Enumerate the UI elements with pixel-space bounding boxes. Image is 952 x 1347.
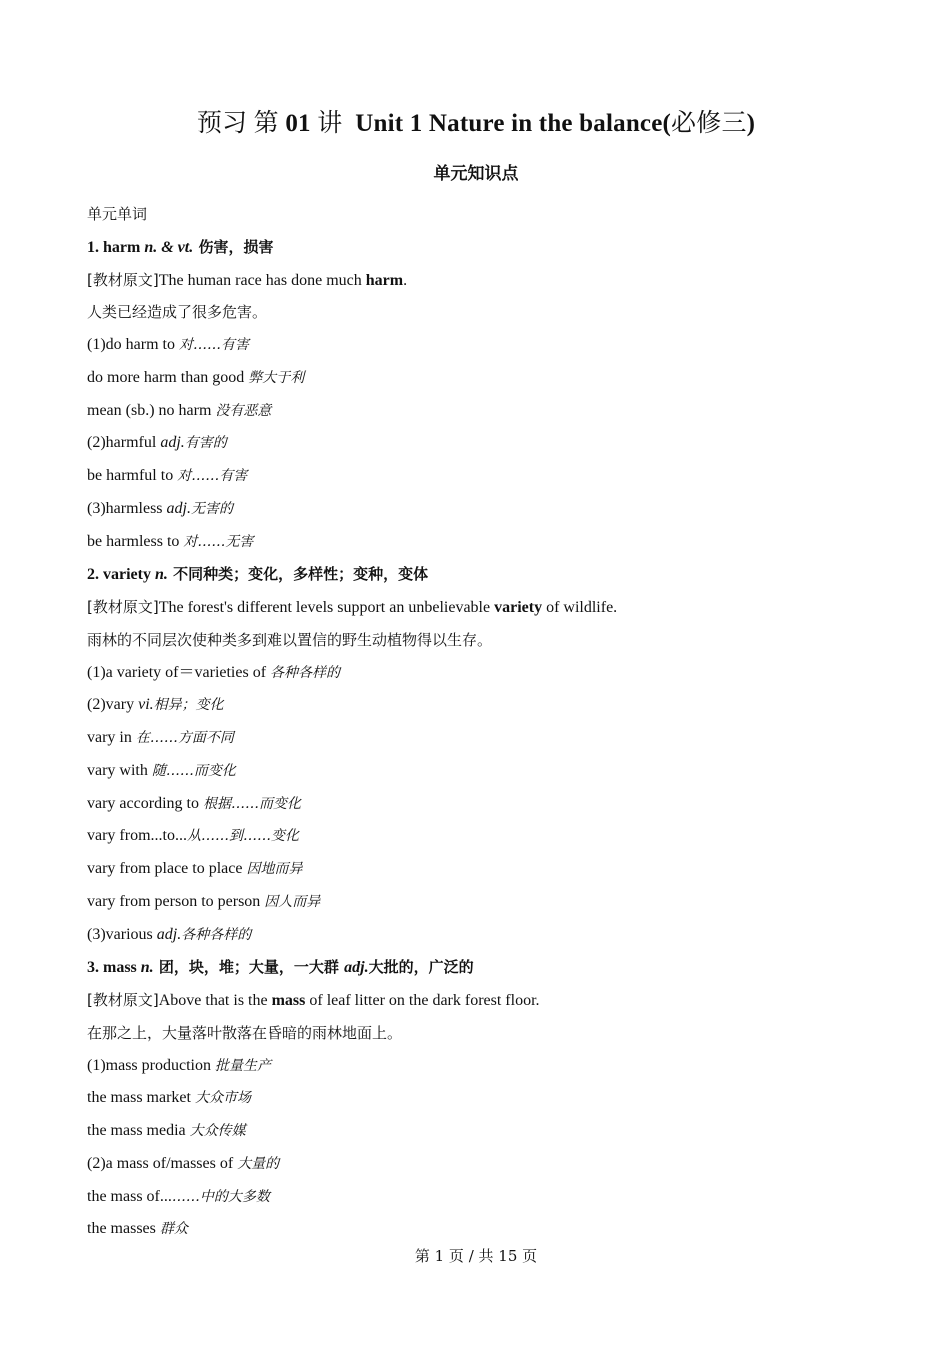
list-item xyxy=(87,886,877,919)
item-cn: 弊大于利 xyxy=(248,369,305,386)
list-item xyxy=(87,1050,877,1083)
page-title xyxy=(0,103,952,139)
page-subtitle: 单元知识点 xyxy=(433,164,519,184)
item-cn: 各种各样的 xyxy=(181,926,252,943)
word-number: 3. mass xyxy=(87,959,141,977)
word-heading xyxy=(87,558,877,591)
source-label: [教材原文] xyxy=(87,598,159,616)
item-en: (3)harmless xyxy=(87,499,167,517)
item-cn: 因人而异 xyxy=(264,893,321,910)
item-en: the mass of... xyxy=(87,1187,172,1205)
item-cn: 对……有害 xyxy=(177,468,248,484)
document-body xyxy=(87,198,877,1246)
item-pos: adj. xyxy=(156,925,182,943)
item-en: the masses xyxy=(87,1220,160,1238)
list-item xyxy=(87,657,877,690)
title-part: 01 xyxy=(285,110,311,137)
source-text: of wildlife. xyxy=(542,599,618,616)
item-cn: 在……方面不同 xyxy=(135,730,234,746)
list-item xyxy=(87,526,877,559)
item-en: the mass market xyxy=(87,1089,195,1107)
item-cn: ……中的大多数 xyxy=(171,1188,270,1205)
item-en: vary from person to person xyxy=(87,892,265,910)
part-of-speech: n. xyxy=(140,959,154,977)
item-cn: 群众 xyxy=(159,1221,188,1238)
item-cn: 大量的 xyxy=(237,1155,280,1172)
list-item xyxy=(87,755,877,788)
word-number: 2. variety xyxy=(87,566,155,584)
list-item xyxy=(87,1082,877,1115)
item-en: (1)do harm to xyxy=(87,336,179,353)
list-item xyxy=(87,1115,877,1148)
source-text: The human race has done much xyxy=(158,271,366,289)
item-en: be harmful to xyxy=(87,467,178,484)
item-cn: 对……有害 xyxy=(178,337,249,353)
title-part: ) xyxy=(746,110,756,137)
word-meaning: 团，块，堆；大量，一大群 xyxy=(153,958,345,977)
item-cn: 对……无害 xyxy=(183,533,254,550)
source-sentence xyxy=(87,591,877,624)
list-item xyxy=(87,460,877,493)
item-pos: vi. xyxy=(138,696,154,714)
source-text: . xyxy=(403,271,408,289)
item-en: (2)harmful xyxy=(87,434,161,452)
item-en: (1)a variety of＝varieties of xyxy=(87,663,271,681)
item-cn: 随……而变化 xyxy=(151,762,236,779)
list-item xyxy=(87,820,877,853)
part-of-speech: adj. xyxy=(344,959,369,977)
item-en: (2)a mass of/masses of xyxy=(87,1154,238,1172)
item-cn: 根据……而变化 xyxy=(202,795,301,812)
item-en: (1)mass production xyxy=(87,1056,215,1074)
source-label: [教材原文] xyxy=(87,991,159,1009)
source-keyword: harm xyxy=(365,271,404,289)
item-cn: 批量生产 xyxy=(214,1057,271,1074)
word-heading xyxy=(87,231,877,264)
part-of-speech: n. & vt. xyxy=(144,238,194,256)
translation: 在那之上，大量落叶散落在昏暗的雨林地面上。 xyxy=(87,1023,403,1042)
item-en: be harmless to xyxy=(87,532,184,550)
item-en: vary with xyxy=(87,761,152,779)
item-cn: 因地而异 xyxy=(246,861,303,877)
page-footer: 第 1 页 / 共 15 页 xyxy=(414,1247,538,1265)
source-keyword: variety xyxy=(494,599,543,616)
item-en: the mass media xyxy=(87,1122,190,1139)
source-text: of leaf litter on the dark forest floor. xyxy=(305,992,540,1009)
translation: 雨林的不同层次使种类多到难以置信的野生动植物得以生存。 xyxy=(87,630,493,649)
item-cn: 相异；变化 xyxy=(153,697,224,714)
word-heading xyxy=(87,951,877,984)
list-item xyxy=(87,1181,877,1214)
source-keyword: mass xyxy=(271,992,306,1009)
source-label: [教材原文] xyxy=(87,270,159,289)
item-cn: 大众传媒 xyxy=(189,1123,246,1139)
item-pos: adj. xyxy=(160,434,185,452)
list-item xyxy=(87,853,877,886)
part-of-speech: n. xyxy=(154,566,168,584)
item-pos: adj. xyxy=(166,499,191,517)
item-cn: 从……到……变化 xyxy=(186,828,299,845)
item-cn: 没有恶意 xyxy=(215,402,272,419)
title-part: 预习 第 xyxy=(196,110,279,137)
source-text: The forest's different levels support an unbelievable xyxy=(158,599,495,616)
word-meaning: 不同种类；变化，多样性；变种，变体 xyxy=(167,565,429,584)
word-meaning: 伤害，损害 xyxy=(193,237,274,256)
item-en: mean (sb.) no harm xyxy=(87,401,216,419)
title-part: Unit 1 Nature in the balance( xyxy=(355,110,672,137)
title-part: 必修三 xyxy=(671,110,747,137)
list-item xyxy=(87,689,877,722)
word-meaning: 大批的，广泛的 xyxy=(368,958,474,977)
item-en: (3)various xyxy=(87,925,157,943)
list-item xyxy=(87,722,877,755)
list-item xyxy=(87,362,877,395)
source-text: Above that is the xyxy=(158,992,272,1009)
item-cn: 各种各样的 xyxy=(270,664,341,681)
list-item xyxy=(87,1213,877,1246)
item-cn: 有害的 xyxy=(184,435,227,452)
item-en: do more harm than good xyxy=(87,368,249,386)
list-item xyxy=(87,919,877,952)
list-item xyxy=(87,493,877,526)
section-heading: 单元单词 xyxy=(87,205,148,223)
list-item xyxy=(87,788,877,821)
item-en: vary from place to place xyxy=(87,860,247,877)
word-number: 1. harm xyxy=(87,238,145,256)
list-item xyxy=(87,329,877,362)
item-en: vary from...to... xyxy=(87,827,187,845)
translation: 人类已经造成了很多危害。 xyxy=(87,303,268,322)
list-item xyxy=(87,395,877,428)
item-en: vary according to xyxy=(87,794,203,812)
item-en: vary in xyxy=(87,729,136,746)
source-sentence xyxy=(87,984,877,1017)
item-cn: 大众市场 xyxy=(194,1090,251,1107)
source-sentence xyxy=(87,264,877,297)
list-item xyxy=(87,1148,877,1181)
item-en: (2)vary xyxy=(87,696,139,714)
item-cn: 无害的 xyxy=(190,500,233,517)
title-part: 讲 xyxy=(317,110,343,137)
list-item xyxy=(87,427,877,460)
